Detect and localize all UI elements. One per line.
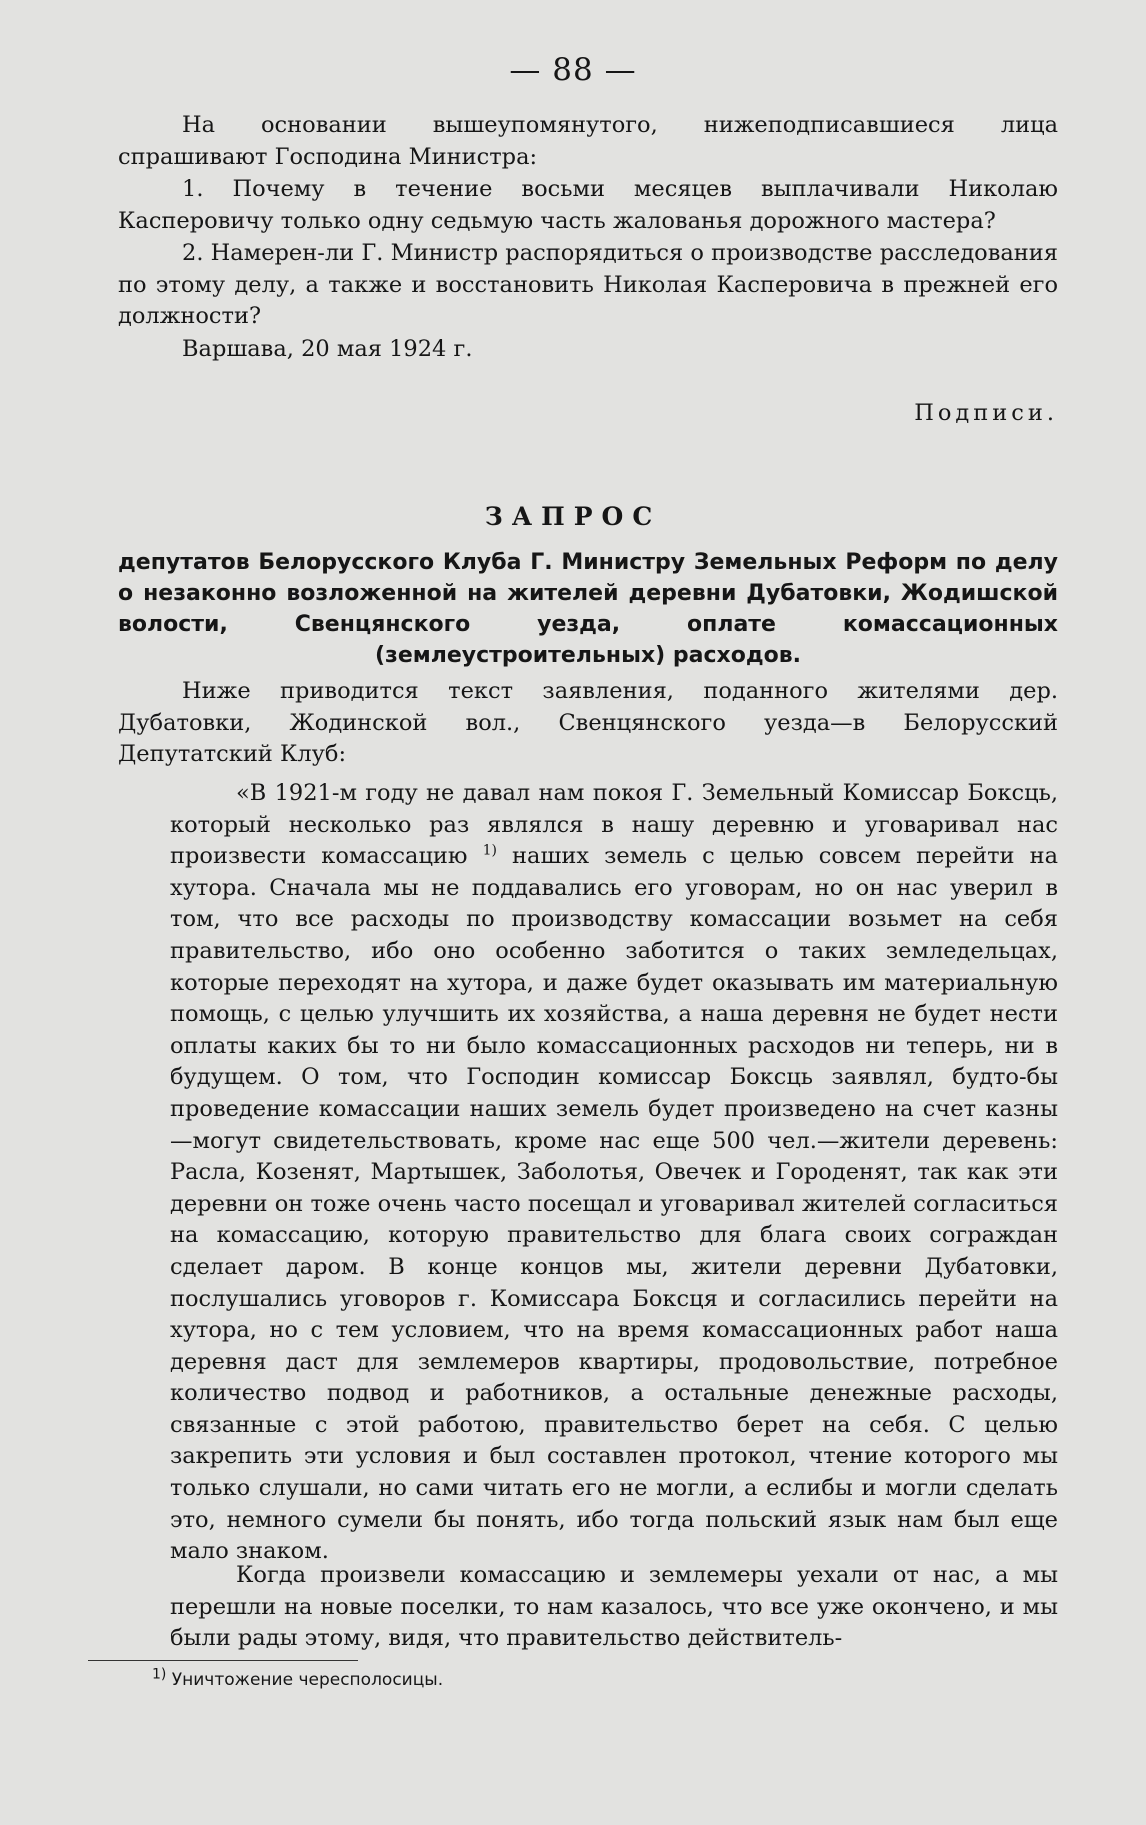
signatures: Подписи. (914, 400, 1058, 426)
question-1: 1. Почему в течение восьми месяцев выплачивали Николаю Касперовичу только одну седьмую часть жалованья дорожного мастера? (118, 176, 1058, 234)
footnote-text: Уничтожение чересполосицы. (171, 1670, 444, 1690)
footnote-reference[interactable]: 1) (482, 842, 497, 859)
page-number: — 88 — (509, 52, 637, 88)
question-2: 2. Намерен-ли Г. Министр распорядиться о производстве расследования по этому делу, а также и восстановить Николая Касперовича в прежней его должности? (118, 240, 1058, 330)
quote-text-part-2: наших земель с целью совсем перейти на хутора. Сначала мы не поддавались его уговорам, но он нас уверил в том, что все расходы по производству комассации возьмет на себя правительство, ибо оно особенно заботится о таких земледельцах, которые переходят на хутора, и даже будет оказывать им материальную помощь, с целью улучшить их хозяйства, а наша деревня не будет нести оплаты каких бы то ни было комассационных расходов ни теперь, ни в будущем. О том, что Господин комиссар Боксць заявлял, будто-бы проведение комассации наших земель будет произведено на счет казны—могут свидетельствовать, кроме нас еще 500 чел.—жители деревень: Расла, Козенят, Мартышек, Заболотья, Овечек и Городенят, так как эти деревни он тоже очень часто посещал и уговаривал жителей согласиться на комассацию, которую правительство для блага своих сограждан сделает даром. В конце концов мы, жители деревни Дубатовки, послушались уговоров г. Комиссара Боксця и согласились перейти на хутора, но с тем условием, что на время комассационных работ наша деревня даст для землемеров квартиры, продовольствие, потребное количество подвод и работников, а остальные денежные расходы, связанные с этой работою, правительство берет на себя. С целью закрепить эти условия и был составлен протокол, чтение которого мы только слушали, но сами читать его не могли, а еслибы и могли сделать это, немного сумели бы понять, ибо тогда польский язык нам был еще мало знаком. (170, 843, 1059, 1565)
section-subheading: депутатов Белорусского Клуба Г. Министру Земельных Реформ по делу о незаконно возложенной на жителей деревни Дубатовки, Жодишской волости, Свенцянского уезда, оплате комассационных (землеустроительных) расходов. (118, 550, 1058, 668)
quote-paragraph-1 (170, 778, 1058, 1568)
quote-text-part-1: «В 1921-м году не давал нам покоя Г. Земельный Комиссар Боксць, который несколько раз являлся в нашу деревню и уговаривал нас произвести комассацию (170, 780, 1058, 870)
place-date: Варшава, 20 мая 1924 г. (182, 336, 473, 362)
lead-paragraph: Ниже приводится текст заявления, поданного жителями дер. Дубатовки, Жодинской вол., Свенцянского уезда—в Белорусский Депутатский Клуб: (118, 678, 1058, 768)
footnote (152, 1666, 444, 1690)
footnote-divider (88, 1660, 358, 1661)
section-heading: ЗАПРОС (484, 502, 662, 531)
quote-paragraph-2: Когда произвели комассацию и землемеры уехали от нас, а мы перешли на новые поселки, то нам казалось, что все уже окончено, и мы были рады этому, видя, что правительство действитель- (170, 1562, 1058, 1652)
intro-paragraph: На основании вышеупомянутого, нижеподписавшиеся лица спрашивают Господина Министра: (118, 112, 1058, 170)
footnote-mark: 1) (152, 1666, 167, 1683)
